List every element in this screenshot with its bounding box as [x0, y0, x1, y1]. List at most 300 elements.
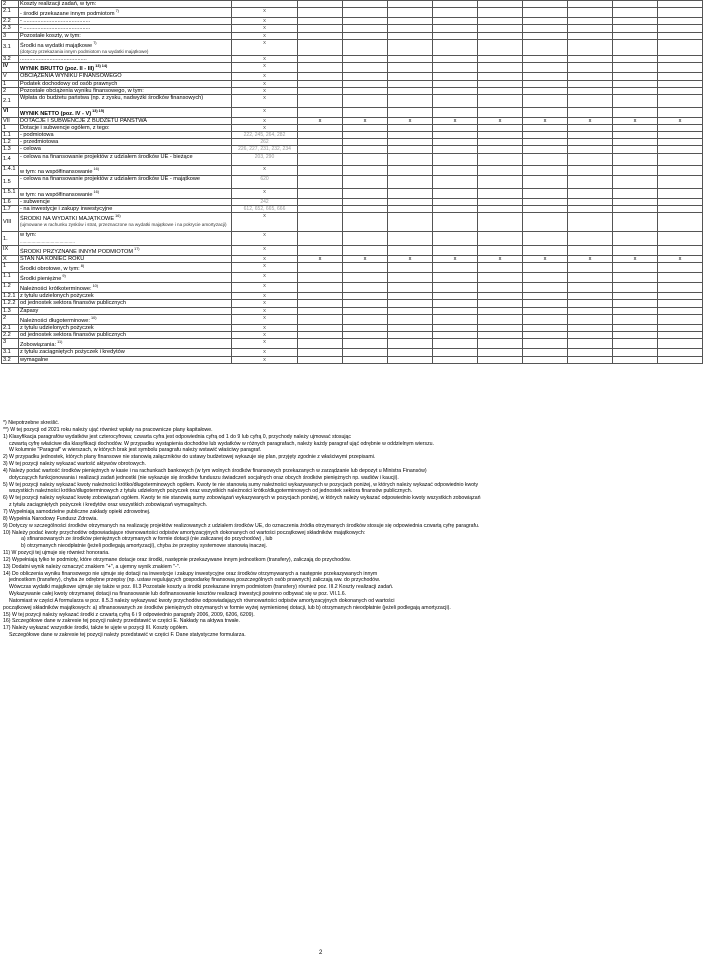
row-number: 3.2 — [2, 356, 19, 363]
row-label: Pozostałe obciążenia wyniku finansowego, w tym: — [19, 87, 232, 94]
row-label: w tym: na współfinansowanie $^{16)}$ — [19, 188, 232, 198]
value-cell: x — [613, 255, 658, 262]
value-cell — [388, 87, 433, 94]
value-cell — [433, 56, 478, 63]
financial-plan-table — [1, 0, 703, 364]
value-cell — [298, 349, 343, 356]
value-cell — [343, 18, 388, 25]
value-cell — [343, 73, 388, 80]
value-cell — [433, 314, 478, 324]
paragraph-cell: x — [232, 307, 298, 314]
value-cell — [388, 107, 433, 117]
value-cell — [388, 199, 433, 206]
value-cell — [388, 332, 433, 339]
value-cell — [478, 146, 523, 153]
value-cell — [433, 18, 478, 25]
value-cell — [388, 124, 433, 131]
value-cell — [658, 206, 703, 213]
row-number: 2.1 — [2, 324, 19, 331]
paragraph-cell: x — [232, 356, 298, 363]
value-cell — [613, 87, 658, 94]
table-row — [2, 107, 703, 117]
value-cell — [433, 339, 478, 349]
value-cell — [613, 232, 658, 245]
value-cell — [613, 307, 658, 314]
paragraph-cell: x — [232, 324, 298, 331]
row-label: WYNIK BRUTTO (poz. II - III) $^{13) 14)}$ — [19, 63, 232, 73]
value-cell — [523, 300, 568, 307]
row-number: 2.2 — [2, 332, 19, 339]
row-number: 2.1 — [2, 8, 19, 18]
value-cell — [568, 87, 613, 94]
paragraph-cell: x — [232, 39, 298, 55]
row-number: 3.1 — [2, 349, 19, 356]
value-cell — [613, 176, 658, 189]
value-cell — [433, 245, 478, 255]
table-row — [2, 146, 703, 153]
row-number: 1.5 — [2, 176, 19, 189]
value-cell — [613, 32, 658, 39]
value-cell — [613, 356, 658, 363]
value-cell — [658, 213, 703, 232]
value-cell — [523, 283, 568, 293]
paragraph-cell: x — [232, 339, 298, 349]
value-cell — [478, 349, 523, 356]
footnote: **) W tej pozycji od 2021 roku należy ująć również wpłaty na pracownicze plany kapitałowe. — [3, 426, 213, 433]
value-cell — [523, 199, 568, 206]
value-cell — [478, 356, 523, 363]
value-cell — [658, 232, 703, 245]
value-cell — [613, 132, 658, 139]
value-cell — [433, 32, 478, 39]
table-row — [2, 206, 703, 213]
value-cell — [658, 245, 703, 255]
row-label: Środki na wydatki majątkowe $^{7)}$ (dotyczy przekazania innym podmiotom na wydatki majątkowe) — [19, 39, 232, 55]
value-cell — [388, 307, 433, 314]
footnote: 2) W przypadku jednostek, których plany finansowe nie stanowią załączników do ustawy budżetowej wykazuje się plan, przyjęty zgodnie z właściwymi przepisami. — [3, 454, 376, 461]
value-cell — [433, 39, 478, 55]
footnote: początkowej składników majątkowych: a) sfinansowanych ze środków pieniężnych otrzymanych w formie wyżej wymienionej dotacji, lub b) otrzymanych nieodpłatnie (jeżeli podlegają amortyzacji). — [3, 604, 451, 611]
value-cell — [658, 107, 703, 117]
row-label: - na inwestycje i zakupy inwestycyjne — [19, 206, 232, 213]
value-cell — [523, 1, 568, 8]
value-cell — [433, 146, 478, 153]
value-cell: x — [433, 255, 478, 262]
value-cell: x — [343, 255, 388, 262]
value-cell — [343, 356, 388, 363]
footnote: Wykazywanie całej kwoty otrzymanej dotacji na finansowanie lub dofinansowanie kosztów realizacji inwestycji powinno odbywać się w poz. VII.1.6. — [9, 591, 347, 598]
value-cell — [568, 73, 613, 80]
value-cell — [613, 199, 658, 206]
value-cell — [568, 349, 613, 356]
footnote: W kolumnie "Paragraf" w wierszach, w których brak jest symbolu paragrafu należy wstawić właściwy paragraf. — [9, 447, 262, 454]
value-cell — [388, 339, 433, 349]
value-cell — [433, 8, 478, 18]
value-cell — [343, 232, 388, 245]
row-number: 1 — [2, 263, 19, 273]
value-cell — [343, 32, 388, 39]
value-cell — [388, 263, 433, 273]
table-row — [2, 283, 703, 293]
paragraph-cell: 242 — [232, 199, 298, 206]
value-cell — [433, 332, 478, 339]
value-cell — [613, 8, 658, 18]
row-label: OBCIĄŻENIA WYNIKU FINANSOWEGO — [19, 73, 232, 80]
table-row — [2, 117, 703, 124]
value-cell — [658, 349, 703, 356]
value-cell: x — [388, 117, 433, 124]
paragraph-cell: x — [232, 188, 298, 198]
value-cell — [523, 339, 568, 349]
value-cell: x — [613, 117, 658, 124]
value-cell: x — [658, 255, 703, 262]
row-label: ŚRODKI PRZYZNANE INNYM PODMIOTOM $^{17)}$ — [19, 245, 232, 255]
value-cell — [478, 32, 523, 39]
value-cell — [658, 283, 703, 293]
row-label: - celowa na finansowanie projektów z udziałem środków UE - bieżące — [19, 153, 232, 166]
value-cell — [388, 132, 433, 139]
value-cell — [658, 332, 703, 339]
table-row — [2, 139, 703, 146]
table-row — [2, 349, 703, 356]
value-cell — [568, 339, 613, 349]
row-number: 2.2 — [2, 18, 19, 25]
row-label: w tym: ........................................... — [19, 232, 232, 245]
value-cell — [658, 339, 703, 349]
value-cell — [298, 132, 343, 139]
row-label: wymagalne — [19, 356, 232, 363]
table-row — [2, 39, 703, 55]
value-cell — [343, 245, 388, 255]
paragraph-cell: x — [232, 18, 298, 25]
table-row — [2, 176, 703, 189]
value-cell: x — [658, 117, 703, 124]
value-cell — [523, 139, 568, 146]
value-cell — [523, 206, 568, 213]
row-label: WYNIK NETTO (poz. IV - V) $^{13) 15)}$ — [19, 107, 232, 117]
paragraph-cell: x — [232, 314, 298, 324]
value-cell — [658, 80, 703, 87]
row-label: ........................................... — [19, 56, 232, 63]
row-number: 3.2 — [2, 56, 19, 63]
value-cell — [568, 314, 613, 324]
value-cell — [658, 139, 703, 146]
footnote: jednostkom (transfery), chyba że odrębne przepisy (np. ustaw regulujących gospodarkę finansową poszczególnych osób prawnych) zaliczają ww. do przychodów. — [9, 577, 381, 584]
value-cell — [568, 324, 613, 331]
value-cell — [478, 176, 523, 189]
row-label: ŚRODKI NA WYDATKI MAJĄTKOWE $^{16)}$ (ujmowane w rachunku zysków i strat, przeznaczone na wydatki majątkowe i na pokrycie amortyzacji) — [19, 213, 232, 232]
row-number: 2.1 — [2, 95, 19, 108]
value-cell — [613, 95, 658, 108]
paragraph-cell: x — [232, 332, 298, 339]
paragraph-cell: x — [232, 245, 298, 255]
row-number: 1.2 — [2, 283, 19, 293]
value-cell — [298, 263, 343, 273]
row-number: 1.3 — [2, 307, 19, 314]
paragraph-cell: x — [232, 263, 298, 273]
value-cell — [433, 1, 478, 8]
footnote: czwartą cyfrę właściwe dla klasyfikacji dochodów. W przypadku wystąpienia dochodów lub wydatków w różnych paragrafach, należy każdy paragraf ująć odrębnie w oddzielnym wierszu. — [9, 440, 434, 447]
value-cell — [523, 263, 568, 273]
value-cell — [658, 188, 703, 198]
row-number: 1.5.1 — [2, 188, 19, 198]
value-cell — [343, 206, 388, 213]
value-cell — [523, 107, 568, 117]
value-cell — [658, 25, 703, 32]
row-label: DOTACJE I SUBWENCJE Z BUDŻETU PAŃSTWA — [19, 117, 232, 124]
value-cell — [568, 1, 613, 8]
paragraph-cell: x — [232, 8, 298, 18]
value-cell — [523, 146, 568, 153]
row-number: 1.2.2 — [2, 300, 19, 307]
value-cell — [523, 132, 568, 139]
value-cell — [388, 314, 433, 324]
paragraph-cell: x — [232, 32, 298, 39]
value-cell — [658, 199, 703, 206]
value-cell — [298, 199, 343, 206]
value-cell — [568, 232, 613, 245]
value-cell — [298, 356, 343, 363]
footnote: 16) Szczegółowe dane w zakresie tej pozycji należy przedstawić w części E. Nakłady na aktywa trwałe. — [3, 618, 240, 625]
value-cell — [568, 63, 613, 73]
value-cell — [343, 139, 388, 146]
value-cell: x — [388, 255, 433, 262]
table-row — [2, 263, 703, 273]
value-cell — [658, 307, 703, 314]
value-cell — [433, 300, 478, 307]
footnote: *) Niepotrzebne skreślić. — [3, 420, 60, 426]
value-cell — [568, 188, 613, 198]
value-cell — [388, 349, 433, 356]
table-row — [2, 324, 703, 331]
value-cell: x — [343, 117, 388, 124]
value-cell — [613, 1, 658, 8]
paragraph-cell: x — [232, 56, 298, 63]
value-cell — [568, 8, 613, 18]
value-cell — [343, 25, 388, 32]
value-cell — [298, 293, 343, 300]
value-cell — [523, 213, 568, 232]
value-cell — [478, 314, 523, 324]
value-cell — [658, 8, 703, 18]
value-cell — [613, 273, 658, 283]
value-cell — [523, 18, 568, 25]
value-cell — [568, 273, 613, 283]
table-row — [2, 213, 703, 232]
value-cell — [478, 80, 523, 87]
footnote: 10) Należy podać kwoty przychodów odpowiadające równowartości odpisów amortyzacyjnych dokonanych od wartości początkowej składników majątkowych: — [3, 529, 366, 536]
table-row — [2, 1, 703, 8]
value-cell — [478, 107, 523, 117]
value-cell — [613, 332, 658, 339]
footnote: Szczegółowe dane w zakresie tej pozycji należy przedstawić w części F. Dane statystyczne formularza. — [9, 632, 246, 639]
value-cell: x — [523, 117, 568, 124]
footnote: 8) Wypełnia Narodowy Fundusz Zdrowia. — [3, 515, 98, 522]
paragraph-cell: x — [232, 63, 298, 73]
paragraph-cell: x — [232, 95, 298, 108]
paragraph-cell: x — [232, 124, 298, 131]
paragraph-cell: 226, 227, 231, 232, 234 — [232, 146, 298, 153]
value-cell — [433, 307, 478, 314]
value-cell — [298, 32, 343, 39]
row-label: Zobowiązania: $^{11)}$ — [19, 339, 232, 349]
value-cell — [658, 124, 703, 131]
table-row — [2, 73, 703, 80]
row-label: Środki obrotowe, w tym: $^{8)}$ — [19, 263, 232, 273]
value-cell — [613, 245, 658, 255]
row-number: X — [2, 255, 19, 262]
value-cell — [568, 39, 613, 55]
value-cell — [388, 206, 433, 213]
value-cell — [568, 56, 613, 63]
value-cell — [613, 80, 658, 87]
value-cell — [343, 166, 388, 176]
page-number: 2 — [319, 950, 323, 956]
value-cell — [523, 245, 568, 255]
value-cell — [478, 18, 523, 25]
table-row — [2, 166, 703, 176]
row-number: 1. — [2, 232, 19, 245]
value-cell — [478, 232, 523, 245]
value-cell — [523, 87, 568, 94]
value-cell — [478, 293, 523, 300]
value-cell — [568, 132, 613, 139]
value-cell — [298, 245, 343, 255]
value-cell — [523, 124, 568, 131]
value-cell — [613, 25, 658, 32]
value-cell — [433, 356, 478, 363]
value-cell: x — [298, 117, 343, 124]
value-cell — [478, 87, 523, 94]
value-cell — [523, 349, 568, 356]
value-cell — [298, 213, 343, 232]
value-cell — [478, 166, 523, 176]
value-cell — [568, 332, 613, 339]
value-cell — [433, 273, 478, 283]
value-cell — [388, 1, 433, 8]
value-cell — [298, 87, 343, 94]
paragraph-cell: 203, 290 — [232, 153, 298, 166]
value-cell — [478, 199, 523, 206]
row-number: 1.1 — [2, 273, 19, 283]
value-cell — [298, 307, 343, 314]
table-row — [2, 32, 703, 39]
value-cell — [613, 339, 658, 349]
row-label: z tytułu udzielonych pożyczek — [19, 324, 232, 331]
value-cell — [613, 314, 658, 324]
value-cell — [568, 213, 613, 232]
footnote: 5) W tej pozycji należy wykazać kwoty należności krótko/długoterminowych ogółem. Kwoty te nie stanowią sumy należności wykazywanych w pozycjach poniżej, w których należy wykazać odpowiednio kwoty — [3, 481, 479, 488]
value-cell — [433, 283, 478, 293]
row-number: IV — [2, 63, 19, 73]
value-cell — [388, 63, 433, 73]
value-cell — [523, 356, 568, 363]
value-cell — [343, 307, 388, 314]
footnote: 3) W tej pozycji należy wykazać wartość aktywów obrotowych. — [3, 461, 146, 468]
value-cell — [343, 300, 388, 307]
value-cell — [343, 153, 388, 166]
value-cell — [658, 356, 703, 363]
table-row — [2, 199, 703, 206]
paragraph-cell: x — [232, 213, 298, 232]
row-label: - podmiotowa — [19, 132, 232, 139]
value-cell — [343, 314, 388, 324]
value-cell — [568, 95, 613, 108]
value-cell — [658, 263, 703, 273]
value-cell — [433, 73, 478, 80]
row-number: 2.3 — [2, 25, 19, 32]
value-cell — [388, 18, 433, 25]
value-cell — [568, 18, 613, 25]
value-cell — [298, 107, 343, 117]
footnote: 9) Dotyczy w szczególności środków otrzymanych na realizację projektów realizowanych z udziałem środków UE, do oznaczenia źródła otrzymanych środków stosuje się odpowiednia czwartą cyfrę paragrafu. — [3, 522, 480, 529]
row-label: - ........................................... — [19, 18, 232, 25]
paragraph-cell: x — [232, 25, 298, 32]
value-cell — [658, 73, 703, 80]
paragraph-cell: 620 — [232, 176, 298, 189]
value-cell — [658, 32, 703, 39]
value-cell — [298, 188, 343, 198]
footnote: Wówczas wydatki majątkowe ujmuje się także w poz. III.3 Pozostałe koszty a środki przekazane innym podmiotom (transfery) również poz. III.2 Koszty realizacji zadań. — [9, 584, 394, 591]
value-cell — [658, 146, 703, 153]
value-cell — [613, 153, 658, 166]
value-cell — [343, 80, 388, 87]
value-cell — [613, 146, 658, 153]
value-cell — [658, 56, 703, 63]
row-number: VII — [2, 117, 19, 124]
value-cell — [388, 153, 433, 166]
footnote: 13) Dodatni wynik należy oznaczyć znakiem "+", a ujemny wynik znakiem "-". — [3, 563, 181, 570]
row-number: 2 — [2, 1, 19, 8]
value-cell — [298, 73, 343, 80]
value-cell — [658, 273, 703, 283]
row-label: Środki pieniężne $^{9)}$ — [19, 273, 232, 283]
value-cell — [388, 73, 433, 80]
row-number: 1.3 — [2, 146, 19, 153]
value-cell — [478, 273, 523, 283]
value-cell — [433, 63, 478, 73]
value-cell — [343, 95, 388, 108]
value-cell — [613, 283, 658, 293]
value-cell — [523, 324, 568, 331]
value-cell — [658, 176, 703, 189]
value-cell — [658, 153, 703, 166]
value-cell — [388, 146, 433, 153]
value-cell — [433, 324, 478, 331]
value-cell — [343, 176, 388, 189]
value-cell — [568, 263, 613, 273]
value-cell — [658, 1, 703, 8]
row-label: - celowa na finansowanie projektów z udziałem środków UE - majątkowe — [19, 176, 232, 189]
value-cell — [568, 32, 613, 39]
value-cell — [658, 39, 703, 55]
footnote: 12) Wypełniają tylko te podmioty, które otrzymane dotacje oraz środki, następnie przekazywane innym jednostkom (transfery), zaliczają do przychodów. — [3, 556, 351, 563]
table-row — [2, 332, 703, 339]
value-cell — [433, 293, 478, 300]
value-cell — [613, 73, 658, 80]
table-row — [2, 300, 703, 307]
value-cell — [658, 324, 703, 331]
table-row — [2, 188, 703, 198]
value-cell — [478, 1, 523, 8]
table-row — [2, 56, 703, 63]
value-cell — [568, 25, 613, 32]
value-cell — [433, 139, 478, 146]
value-cell — [478, 332, 523, 339]
value-cell — [343, 332, 388, 339]
value-cell — [388, 95, 433, 108]
value-cell — [388, 300, 433, 307]
